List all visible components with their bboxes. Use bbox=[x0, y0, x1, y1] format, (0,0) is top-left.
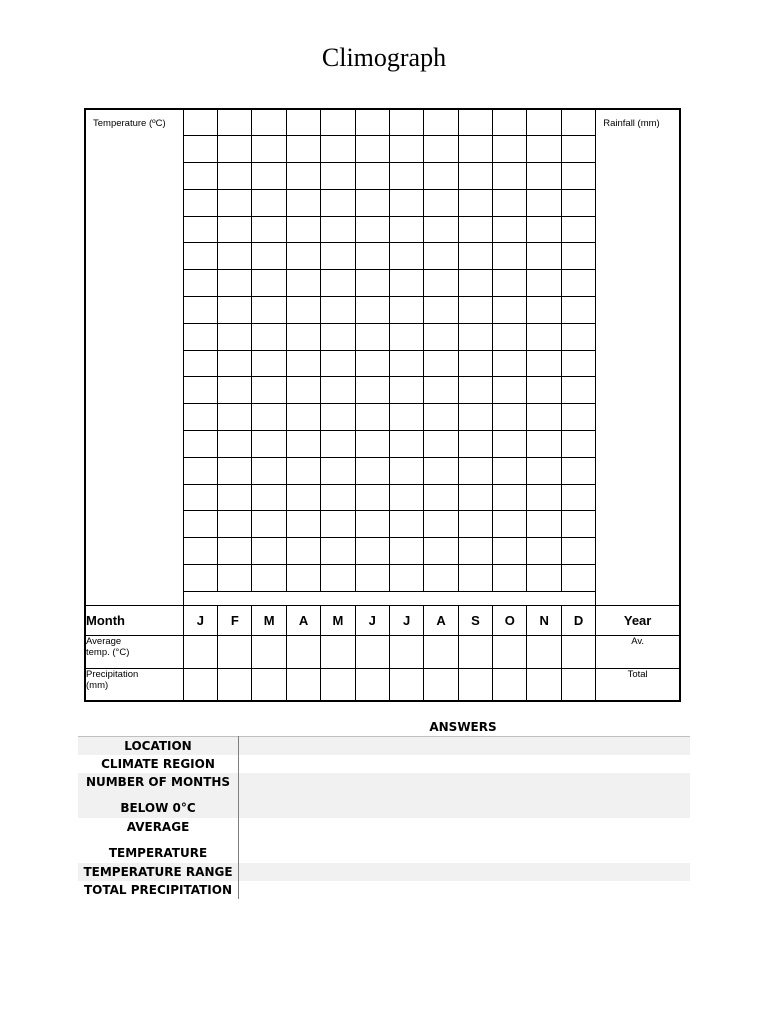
precipitation-year-cell[interactable]: Total bbox=[596, 668, 680, 701]
graph-cell bbox=[183, 189, 217, 216]
graph-cell bbox=[183, 216, 217, 243]
average-temp-label-line: temp. (°C) bbox=[86, 646, 130, 658]
graph-cell bbox=[218, 431, 252, 458]
precipitation-label-line: (mm) bbox=[86, 679, 109, 691]
graph-cell bbox=[389, 163, 423, 190]
graph-cell bbox=[183, 243, 217, 270]
graph-cell bbox=[561, 297, 595, 324]
graph-cell bbox=[493, 484, 527, 511]
answer-label bbox=[78, 773, 239, 818]
graph-cell bbox=[458, 431, 492, 458]
graph-cell bbox=[493, 350, 527, 377]
graph-cell bbox=[355, 538, 389, 565]
graph-cell bbox=[321, 538, 355, 565]
graph-cell bbox=[458, 350, 492, 377]
graph-cell bbox=[527, 431, 561, 458]
precipitation-value-cell[interactable] bbox=[389, 668, 423, 701]
graph-cell bbox=[424, 109, 458, 136]
graph-cell bbox=[252, 216, 286, 243]
graph-cell bbox=[493, 323, 527, 350]
graph-cell bbox=[355, 377, 389, 404]
precipitation-label-line: Precipitation bbox=[86, 668, 139, 680]
graph-cell bbox=[355, 189, 389, 216]
graph-cell bbox=[389, 270, 423, 297]
graph-cell bbox=[561, 163, 595, 190]
graph-cell bbox=[252, 565, 286, 592]
graph-cell bbox=[252, 350, 286, 377]
graph-cell bbox=[286, 404, 320, 431]
graph-cell bbox=[561, 270, 595, 297]
graph-cell bbox=[286, 431, 320, 458]
graph-cell bbox=[561, 404, 595, 431]
graph-cell bbox=[424, 511, 458, 538]
graph-cell bbox=[355, 297, 389, 324]
graph-cell bbox=[458, 457, 492, 484]
month-label: D bbox=[561, 605, 595, 635]
average-temp-label-line: Average bbox=[86, 635, 122, 647]
average-temp-value-cell[interactable] bbox=[286, 635, 320, 668]
precipitation-value-cell[interactable] bbox=[527, 668, 561, 701]
graph-cell bbox=[493, 404, 527, 431]
month-label: M bbox=[321, 605, 355, 635]
graph-cell bbox=[286, 243, 320, 270]
graph-cell bbox=[355, 136, 389, 163]
graph-cell bbox=[389, 511, 423, 538]
graph-cell bbox=[493, 297, 527, 324]
graph-cell bbox=[389, 243, 423, 270]
month-label: A bbox=[424, 605, 458, 635]
graph-cell bbox=[389, 377, 423, 404]
graph-cell bbox=[389, 350, 423, 377]
graph-cell bbox=[355, 457, 389, 484]
graph-cell bbox=[424, 243, 458, 270]
precipitation-value-cell[interactable] bbox=[218, 668, 252, 701]
graph-cell bbox=[355, 216, 389, 243]
month-label: F bbox=[218, 605, 252, 635]
graph-cell bbox=[527, 270, 561, 297]
graph-cell bbox=[527, 565, 561, 592]
graph-cell bbox=[389, 538, 423, 565]
graph-cell bbox=[561, 484, 595, 511]
graph-cell bbox=[527, 538, 561, 565]
average-temp-value-cell[interactable] bbox=[218, 635, 252, 668]
graph-cell bbox=[493, 189, 527, 216]
graph-cell bbox=[424, 297, 458, 324]
graph-cell bbox=[286, 163, 320, 190]
answer-row bbox=[78, 755, 690, 773]
graph-cell bbox=[458, 538, 492, 565]
graph-cell bbox=[321, 511, 355, 538]
graph-cell bbox=[252, 377, 286, 404]
graph-cell bbox=[286, 484, 320, 511]
answer-value-field[interactable] bbox=[239, 755, 691, 773]
graph-cell bbox=[321, 109, 355, 136]
graph-cell bbox=[355, 270, 389, 297]
graph-cell bbox=[424, 350, 458, 377]
month-label: O bbox=[493, 605, 527, 635]
graph-cell bbox=[493, 565, 527, 592]
graph-cell bbox=[183, 538, 217, 565]
graph-cell bbox=[218, 109, 252, 136]
average-temp-value-cell[interactable] bbox=[389, 635, 423, 668]
month-header: Month bbox=[85, 605, 183, 635]
answer-row bbox=[78, 881, 690, 899]
graph-cell bbox=[321, 484, 355, 511]
graph-cell bbox=[321, 136, 355, 163]
month-label: M bbox=[252, 605, 286, 635]
graph-cell bbox=[218, 404, 252, 431]
graph-cell bbox=[183, 109, 217, 136]
answer-value-field[interactable] bbox=[239, 818, 691, 863]
answer-label-line: TOTAL PRECIPITATION bbox=[83, 883, 233, 897]
graph-cell bbox=[183, 431, 217, 458]
graph-cell bbox=[321, 270, 355, 297]
graph-cell bbox=[321, 189, 355, 216]
graph-cell bbox=[355, 511, 389, 538]
graph-cell bbox=[527, 457, 561, 484]
graph-cell bbox=[493, 457, 527, 484]
graph-cell bbox=[218, 323, 252, 350]
graph-cell bbox=[252, 457, 286, 484]
graph-cell bbox=[218, 189, 252, 216]
graph-cell bbox=[321, 216, 355, 243]
graph-cell bbox=[561, 565, 595, 592]
average-temp-value-cell[interactable] bbox=[493, 635, 527, 668]
graph-cell bbox=[493, 136, 527, 163]
average-temp-value-cell[interactable] bbox=[527, 635, 561, 668]
graph-cell bbox=[458, 243, 492, 270]
graph-cell bbox=[321, 323, 355, 350]
precipitation-value-cell[interactable] bbox=[424, 668, 458, 701]
graph-cell bbox=[527, 189, 561, 216]
graph-cell bbox=[561, 136, 595, 163]
graph-cell bbox=[218, 457, 252, 484]
graph-cell bbox=[493, 377, 527, 404]
graph-cell bbox=[493, 243, 527, 270]
average-temp-value-cell[interactable] bbox=[561, 635, 595, 668]
answer-value-field[interactable] bbox=[239, 863, 691, 881]
graph-cell bbox=[183, 511, 217, 538]
precipitation-value-cell[interactable] bbox=[321, 668, 355, 701]
answer-value-field[interactable] bbox=[239, 737, 691, 756]
graph-cell bbox=[183, 163, 217, 190]
graph-cell bbox=[527, 323, 561, 350]
graph-cell bbox=[355, 404, 389, 431]
graph-cell bbox=[527, 163, 561, 190]
graph-cell bbox=[389, 189, 423, 216]
graph-cell bbox=[218, 270, 252, 297]
graph-cell bbox=[252, 297, 286, 324]
graph-cell bbox=[561, 189, 595, 216]
graph-cell bbox=[458, 377, 492, 404]
graph-cell bbox=[389, 457, 423, 484]
graph-cell bbox=[493, 538, 527, 565]
month-label: N bbox=[527, 605, 561, 635]
graph-cell bbox=[321, 163, 355, 190]
graph-cell bbox=[527, 109, 561, 136]
graph-cell bbox=[252, 484, 286, 511]
graph-cell bbox=[218, 243, 252, 270]
average-temp-year-cell[interactable]: Av. bbox=[596, 635, 680, 668]
graph-cell bbox=[252, 189, 286, 216]
graph-cell bbox=[355, 163, 389, 190]
graph-cell bbox=[286, 297, 320, 324]
graph-cell bbox=[389, 565, 423, 592]
graph-cell bbox=[355, 431, 389, 458]
graph-cell bbox=[321, 243, 355, 270]
graph-cell bbox=[183, 377, 217, 404]
graph-cell bbox=[183, 136, 217, 163]
answer-label bbox=[78, 818, 239, 863]
graph-cell bbox=[286, 377, 320, 404]
graph-cell bbox=[183, 350, 217, 377]
graph-cell bbox=[183, 484, 217, 511]
rainfall-axis-label: Rainfall (mm) bbox=[596, 109, 680, 605]
graph-cell bbox=[424, 163, 458, 190]
average-temp-value-cell[interactable] bbox=[458, 635, 492, 668]
answers-table bbox=[78, 736, 690, 899]
graph-cell bbox=[183, 565, 217, 592]
answer-label bbox=[78, 755, 239, 773]
graph-cell bbox=[321, 377, 355, 404]
graph-cell bbox=[218, 511, 252, 538]
graph-cell bbox=[252, 404, 286, 431]
graph-cell bbox=[286, 350, 320, 377]
graph-cell bbox=[286, 323, 320, 350]
graph-cell bbox=[252, 538, 286, 565]
answer-label bbox=[78, 737, 239, 756]
graph-cell bbox=[424, 377, 458, 404]
precipitation-row-label bbox=[85, 668, 183, 701]
graph-cell bbox=[286, 270, 320, 297]
graph-cell bbox=[389, 484, 423, 511]
year-header: Year bbox=[596, 605, 680, 635]
answer-label-line: LOCATION bbox=[124, 739, 192, 753]
graph-cell bbox=[493, 431, 527, 458]
graph-cell bbox=[493, 511, 527, 538]
average-temp-value-cell[interactable] bbox=[321, 635, 355, 668]
graph-cell bbox=[355, 243, 389, 270]
graph-cell bbox=[527, 484, 561, 511]
graph-cell bbox=[321, 297, 355, 324]
average-temp-value-cell[interactable] bbox=[355, 635, 389, 668]
temperature-axis-label: Temperature (ºC) bbox=[85, 109, 183, 605]
month-label: J bbox=[389, 605, 423, 635]
graph-cell bbox=[218, 216, 252, 243]
graph-cell bbox=[286, 511, 320, 538]
graph-cell bbox=[321, 565, 355, 592]
graph-cell bbox=[424, 270, 458, 297]
graph-cell bbox=[183, 457, 217, 484]
graph-cell bbox=[355, 350, 389, 377]
graph-cell bbox=[561, 216, 595, 243]
answers-heading: ANSWERS bbox=[429, 720, 497, 734]
graph-cell bbox=[424, 431, 458, 458]
graph-cell bbox=[493, 109, 527, 136]
answer-row bbox=[78, 863, 690, 881]
graph-cell bbox=[561, 243, 595, 270]
graph-cell bbox=[458, 163, 492, 190]
graph-cell bbox=[355, 109, 389, 136]
graph-cell bbox=[527, 350, 561, 377]
page-title: Climograph bbox=[321, 43, 447, 72]
graph-cell bbox=[218, 136, 252, 163]
graph-cell bbox=[527, 511, 561, 538]
graph-cell bbox=[286, 538, 320, 565]
graph-cell bbox=[561, 109, 595, 136]
graph-cell bbox=[252, 511, 286, 538]
climograph-table bbox=[84, 108, 681, 702]
graph-cell bbox=[424, 404, 458, 431]
graph-cell bbox=[458, 323, 492, 350]
graph-cell bbox=[252, 163, 286, 190]
graph-cell bbox=[561, 377, 595, 404]
graph-cell bbox=[218, 565, 252, 592]
month-label: S bbox=[458, 605, 492, 635]
graph-cell bbox=[218, 163, 252, 190]
graph-cell bbox=[252, 109, 286, 136]
graph-cell bbox=[493, 163, 527, 190]
graph-cell bbox=[286, 216, 320, 243]
answer-label-line: AVERAGE bbox=[126, 820, 190, 834]
month-label: J bbox=[355, 605, 389, 635]
answer-row bbox=[78, 773, 690, 818]
precipitation-value-cell[interactable] bbox=[458, 668, 492, 701]
graph-cell bbox=[218, 350, 252, 377]
graph-cell bbox=[389, 109, 423, 136]
graph-cell bbox=[389, 297, 423, 324]
answer-label bbox=[78, 863, 239, 881]
graph-cell bbox=[286, 565, 320, 592]
precipitation-value-cell[interactable] bbox=[252, 668, 286, 701]
answer-label-line: NUMBER OF MONTHS bbox=[85, 775, 231, 789]
precipitation-value-cell[interactable] bbox=[355, 668, 389, 701]
graph-cell bbox=[218, 484, 252, 511]
graph-cell bbox=[183, 323, 217, 350]
graph-cell bbox=[561, 431, 595, 458]
graph-cell bbox=[218, 297, 252, 324]
graph-cell bbox=[286, 136, 320, 163]
graph-cell bbox=[527, 404, 561, 431]
answer-row bbox=[78, 737, 690, 756]
graph-cell bbox=[458, 136, 492, 163]
graph-cell bbox=[561, 511, 595, 538]
graph-cell bbox=[424, 136, 458, 163]
graph-cell bbox=[321, 457, 355, 484]
graph-cell bbox=[218, 377, 252, 404]
graph-cell bbox=[493, 270, 527, 297]
precipitation-value-cell[interactable] bbox=[561, 668, 595, 701]
graph-cell bbox=[424, 323, 458, 350]
answer-row bbox=[78, 818, 690, 863]
graph-cell bbox=[252, 136, 286, 163]
graph-cell bbox=[424, 565, 458, 592]
graph-cell bbox=[527, 297, 561, 324]
graph-cell bbox=[424, 538, 458, 565]
month-label: A bbox=[286, 605, 320, 635]
graph-cell bbox=[458, 404, 492, 431]
graph-cell bbox=[527, 243, 561, 270]
answer-label-line: TEMPERATURE RANGE bbox=[83, 865, 233, 879]
answer-label bbox=[78, 881, 239, 899]
graph-cell bbox=[424, 189, 458, 216]
answer-value-field[interactable] bbox=[239, 881, 691, 899]
graph-cell bbox=[252, 323, 286, 350]
precipitation-value-cell[interactable] bbox=[183, 668, 217, 701]
graph-cell bbox=[321, 350, 355, 377]
month-label: J bbox=[183, 605, 217, 635]
answer-value-field[interactable] bbox=[239, 773, 691, 818]
graph-cell bbox=[321, 404, 355, 431]
graph-cell bbox=[458, 484, 492, 511]
graph-cell bbox=[321, 431, 355, 458]
graph-cell bbox=[527, 136, 561, 163]
graph-cell bbox=[527, 216, 561, 243]
answer-label-line: CLIMATE REGION bbox=[101, 757, 215, 771]
graph-cell bbox=[458, 270, 492, 297]
graph-cell bbox=[458, 565, 492, 592]
graph-cell bbox=[458, 297, 492, 324]
graph-cell bbox=[389, 216, 423, 243]
graph-baseline-strip bbox=[183, 591, 596, 605]
graph-cell bbox=[561, 323, 595, 350]
graph-cell bbox=[424, 457, 458, 484]
graph-cell bbox=[183, 404, 217, 431]
graph-cell bbox=[252, 270, 286, 297]
graph-cell bbox=[183, 297, 217, 324]
graph-cell bbox=[424, 216, 458, 243]
graph-cell bbox=[286, 189, 320, 216]
graph-cell bbox=[355, 323, 389, 350]
graph-cell bbox=[458, 109, 492, 136]
answer-label-line: BELOW 0°C bbox=[120, 801, 196, 815]
average-temp-value-cell[interactable] bbox=[252, 635, 286, 668]
graph-cell bbox=[252, 243, 286, 270]
graph-cell bbox=[183, 270, 217, 297]
graph-cell bbox=[389, 404, 423, 431]
graph-cell bbox=[561, 350, 595, 377]
graph-cell bbox=[527, 377, 561, 404]
graph-cell bbox=[286, 109, 320, 136]
average-temp-value-cell[interactable] bbox=[183, 635, 217, 668]
precipitation-value-cell[interactable] bbox=[493, 668, 527, 701]
graph-cell bbox=[389, 136, 423, 163]
graph-cell bbox=[561, 457, 595, 484]
graph-cell bbox=[218, 538, 252, 565]
graph-cell bbox=[458, 189, 492, 216]
graph-cell bbox=[355, 484, 389, 511]
graph-cell bbox=[561, 538, 595, 565]
graph-cell bbox=[286, 457, 320, 484]
graph-cell bbox=[389, 431, 423, 458]
graph-cell bbox=[252, 431, 286, 458]
graph-cell bbox=[458, 216, 492, 243]
answer-label-line: TEMPERATURE bbox=[108, 846, 208, 860]
graph-cell bbox=[355, 565, 389, 592]
graph-cell bbox=[389, 323, 423, 350]
average-temp-value-cell[interactable] bbox=[424, 635, 458, 668]
precipitation-value-cell[interactable] bbox=[286, 668, 320, 701]
graph-cell bbox=[493, 216, 527, 243]
average-temp-row-label bbox=[85, 635, 183, 668]
graph-cell bbox=[458, 511, 492, 538]
graph-cell bbox=[424, 484, 458, 511]
